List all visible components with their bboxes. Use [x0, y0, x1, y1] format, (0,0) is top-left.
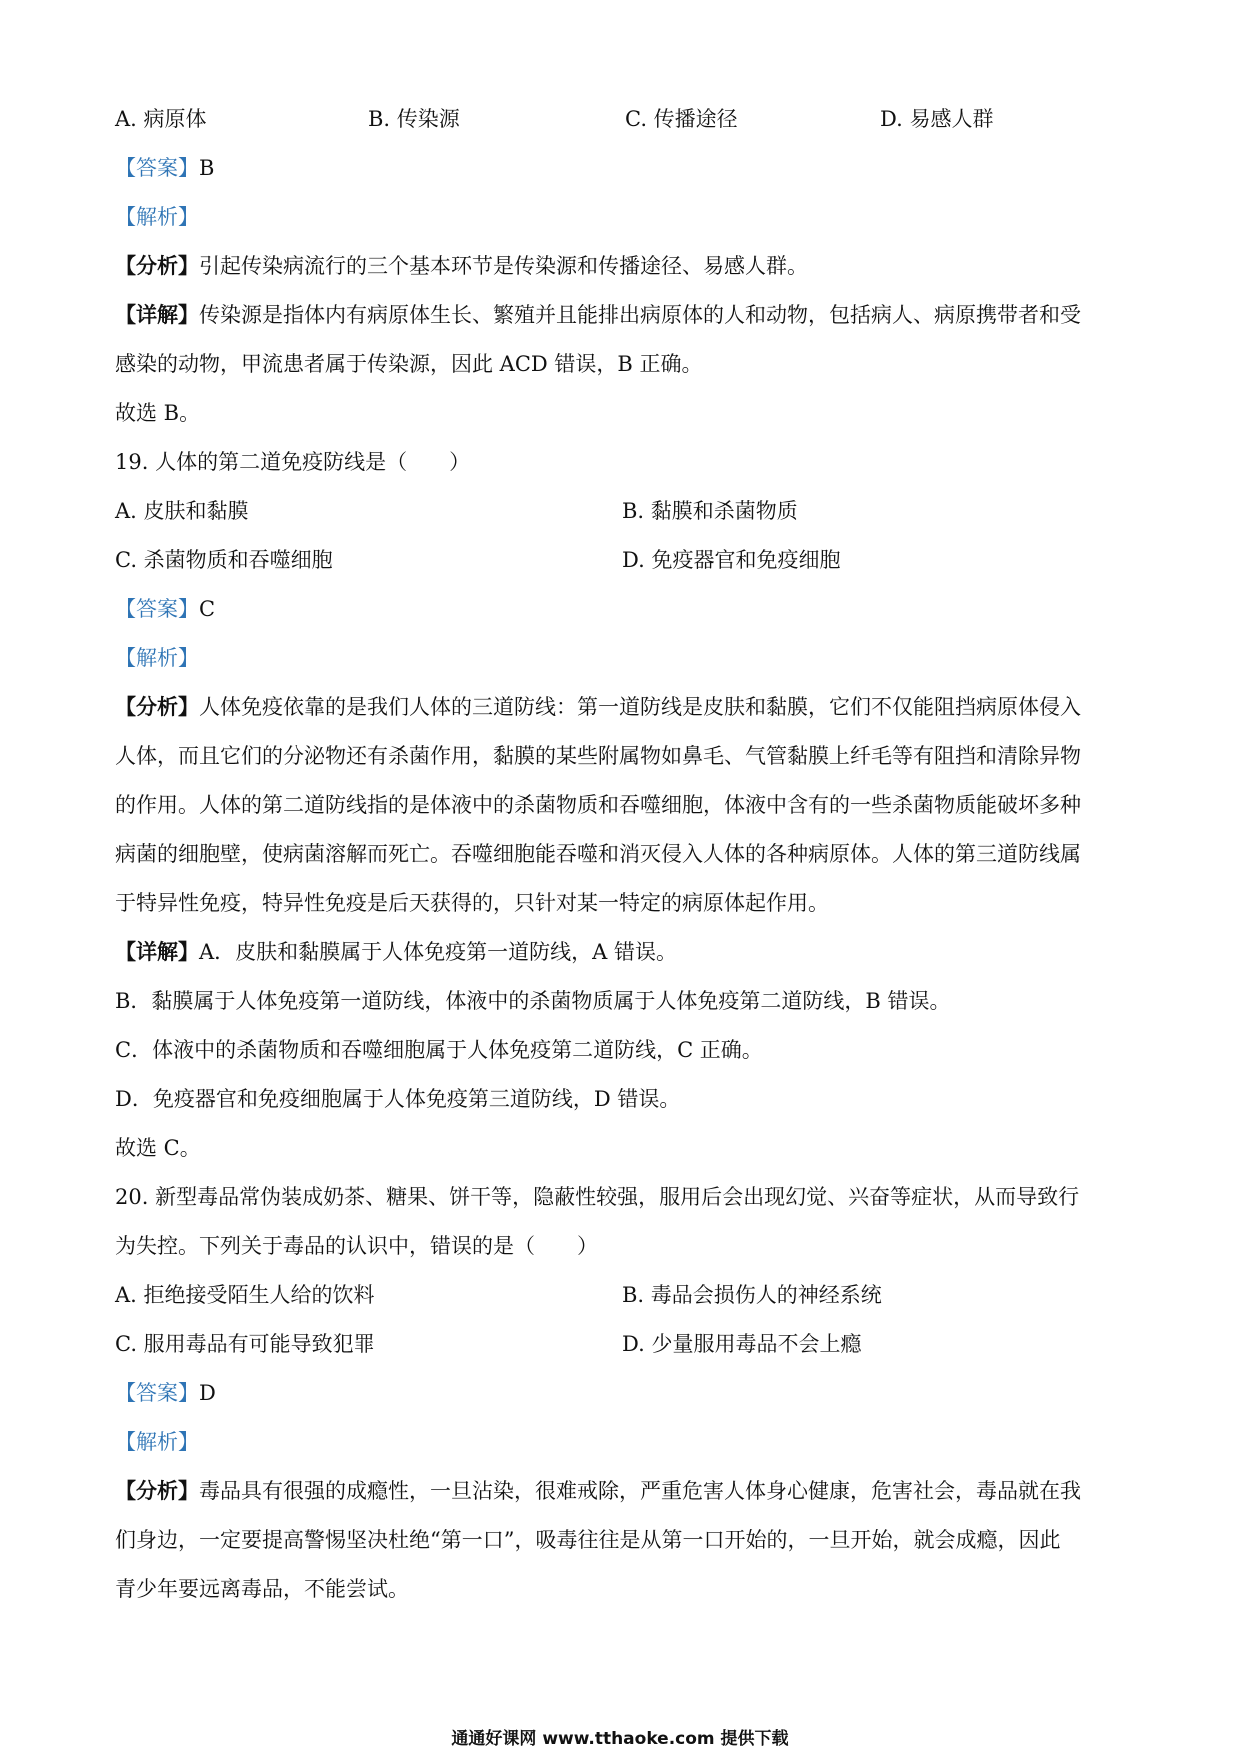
q19-xiangjie-line-a: [115, 937, 1125, 967]
q20-fenxi-line-1: [115, 1476, 1125, 1506]
xiangjie-tag: 【详解】: [115, 939, 199, 964]
analysis-tag: 【解析】: [115, 1430, 199, 1454]
fenxi-tag: 【分析】: [115, 1478, 199, 1503]
q18-answer: B: [199, 156, 215, 180]
answer-tag: 【答案】: [115, 597, 199, 621]
q19-fenxi-text-1: 人体免疫依靠的是我们人体的三道防线：第一道防线是皮肤和黏膜，它们不仅能阻挡病原体侵入: [199, 695, 1081, 719]
q19-fenxi-line-5: 于特异性免疫，特异性免疫是后天获得的，只针对某一特定的病原体起作用。: [115, 891, 829, 915]
answer-tag: 【答案】: [115, 1381, 199, 1405]
q19-option-c: C. 杀菌物质和吞噬细胞: [115, 548, 333, 572]
q19-fenxi-line-3: 的作用。人体的第二道防线指的是体液中的杀菌物质和吞噬细胞，体液中含有的一些杀菌物质能破坏多种: [115, 793, 1081, 817]
q18-option-d: D. 易感人群: [880, 107, 994, 131]
analysis-tag: 【解析】: [115, 205, 199, 229]
q18-analysis-heading: [115, 202, 1125, 232]
q19-answer: C: [199, 597, 216, 621]
xiangjie-tag: 【详解】: [115, 302, 199, 327]
q18-option-a: A. 病原体: [115, 107, 207, 131]
q20-answer-line: [115, 1378, 1125, 1408]
q18-fenxi-line: [115, 251, 1125, 281]
q18-option-b: B. 传染源: [368, 107, 460, 131]
q19-fenxi-line-4: 病菌的细胞壁，使病菌溶解而死亡。吞噬细胞能吞噬和消灭侵入人体的各种病原体。人体的第三道防线属: [115, 842, 1081, 866]
q20-stem-line-2: 为失控。下列关于毒品的认识中，错误的是（ ）: [115, 1234, 598, 1258]
q19-fenxi-line-2: 人体，而且它们的分泌物还有杀菌作用，黏膜的某些附属物如鼻毛、气管黏膜上纤毛等有阻挡和清除异物: [115, 744, 1081, 768]
q19-xiangjie-line-b: B．黏膜属于人体免疫第一道防线，体液中的杀菌物质属于人体免疫第二道防线，B 错误。: [115, 989, 951, 1013]
q19-xiangjie-text-a: A．皮肤和黏膜属于人体免疫第一道防线，A 错误。: [199, 940, 678, 964]
q20-fenxi-line-3: 青少年要远离毒品，不能尝试。: [115, 1577, 409, 1601]
q18-answer-line: [115, 153, 1125, 183]
q18-conclusion: 故选 B。: [115, 401, 201, 425]
q20-fenxi-text-1: 毒品具有很强的成瘾性，一旦沾染，很难戒除，严重危害人体身心健康，危害社会，毒品就在我: [199, 1479, 1081, 1503]
q18-option-c: C. 传播途径: [625, 107, 738, 131]
q18-xiangjie-line-1: [115, 300, 1125, 330]
q19-option-b: B. 黏膜和杀菌物质: [622, 499, 798, 523]
fenxi-tag: 【分析】: [115, 694, 199, 719]
q18-xiangjie-text-1: 传染源是指体内有病原体生长、繁殖并且能排出病原体的人和动物，包括病人、病原携带者和受: [199, 303, 1081, 327]
q18-xiangjie-line-2: 感染的动物，甲流患者属于传染源，因此 ACD 错误，B 正确。: [115, 352, 703, 376]
q19-analysis-heading: [115, 643, 1125, 673]
analysis-tag: 【解析】: [115, 646, 199, 670]
q19-option-d: D. 免疫器官和免疫细胞: [622, 548, 841, 572]
fenxi-tag: 【分析】: [115, 253, 199, 278]
q20-stem-line-1: 20. 新型毒品常伪装成奶茶、糖果、饼干等，隐蔽性较强，服用后会出现幻觉、兴奋等症状，从而导致行: [115, 1185, 1080, 1209]
q19-fenxi-line-1: [115, 692, 1125, 722]
q20-answer: D: [199, 1381, 216, 1405]
q20-fenxi-line-2: 们身边，一定要提高警惕坚决杜绝“第一口”，吸毒往往是从第一口开始的，一旦开始，就会成瘾，因此: [115, 1528, 1061, 1552]
q19-option-a: A. 皮肤和黏膜: [115, 499, 249, 523]
page-footer: 通通好课网 www.tthaoke.com 提供下载: [451, 1729, 789, 1749]
answer-tag: 【答案】: [115, 156, 199, 180]
q20-analysis-heading: [115, 1427, 1125, 1457]
q20-option-d: D. 少量服用毒品不会上瘾: [622, 1332, 862, 1356]
q19-xiangjie-line-d: D．免疫器官和免疫细胞属于人体免疫第三道防线，D 错误。: [115, 1087, 681, 1111]
q20-option-a: A. 拒绝接受陌生人给的饮料: [115, 1283, 375, 1307]
q19-conclusion: 故选 C。: [115, 1136, 201, 1160]
q19-stem: 19. 人体的第二道免疫防线是（ ）: [115, 450, 471, 474]
q19-answer-line: [115, 594, 1125, 624]
q20-option-c: C. 服用毒品有可能导致犯罪: [115, 1332, 375, 1356]
q20-option-b: B. 毒品会损伤人的神经系统: [622, 1283, 882, 1307]
q19-xiangjie-line-c: C．体液中的杀菌物质和吞噬细胞属于人体免疫第二道防线，C 正确。: [115, 1038, 763, 1062]
q18-fenxi-text: 引起传染病流行的三个基本环节是传染源和传播途径、易感人群。: [199, 254, 808, 278]
